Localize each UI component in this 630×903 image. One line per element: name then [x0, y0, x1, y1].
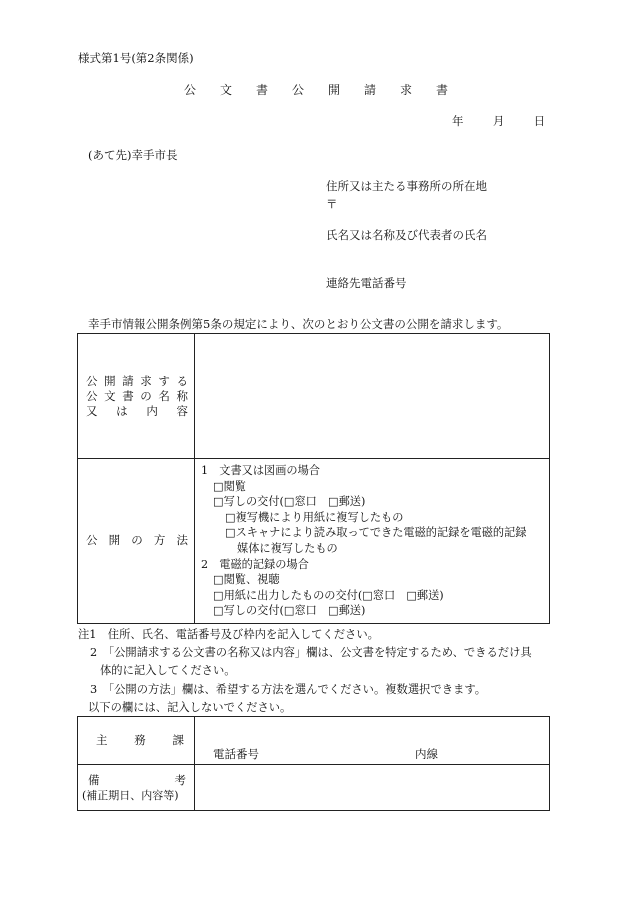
document-name-field[interactable]: [195, 334, 550, 459]
table-row: [78, 334, 550, 459]
page-title: 公文書公開請求書: [184, 83, 473, 97]
method-label-cell: [78, 459, 195, 624]
method-options-cell[interactable]: [195, 459, 550, 624]
addressee: (あて先)幸手市長: [88, 148, 178, 162]
method-line: □用紙に出力したものの交付(□窓口 □郵送): [213, 588, 444, 602]
remarks-label-cell: [78, 765, 195, 811]
form-number: 様式第1号(第2条関係): [78, 51, 194, 65]
address-label: 住所又は主たる事務所の所在地: [326, 179, 487, 193]
note-2: 2 「公開請求する公文書の名称又は内容」欄は、公文書を特定するため、できるだけ具: [90, 646, 532, 659]
request-table: [77, 333, 550, 624]
date-year: 年: [452, 114, 464, 128]
phone-label: 連絡先電話番号: [326, 276, 407, 290]
table-row: [78, 717, 550, 765]
dept-label-cell: [78, 717, 195, 765]
intro-text: 幸手市情報公開条例第5条の規定により、次のとおり公文書の公開を請求します。: [88, 317, 509, 331]
name-label: 氏名又は名称及び代表者の氏名: [326, 228, 487, 242]
date-line: [452, 113, 545, 129]
remarks-field: [195, 765, 550, 811]
postal-mark: 〒: [326, 197, 338, 211]
method-line: □閲覧、視聴: [213, 573, 280, 587]
document-name-label-cell: [78, 334, 195, 459]
method-line: □写しの交付(□窓口 □郵送): [213, 604, 366, 618]
remarks-sub-label: (補正期日、内容等): [82, 788, 179, 802]
method-line: □写しの交付(□窓口 □郵送): [213, 495, 366, 509]
note-3: 3 「公開の方法」欄は、希望する方法を選んでください。複数選択できます。: [90, 683, 487, 696]
document-name-label-line1: 公 開 請 求 す る: [86, 373, 188, 388]
date-month: 月: [492, 114, 505, 128]
dept-ext-label: 内線: [415, 747, 438, 761]
date-day: 日: [533, 114, 546, 128]
document-name-label-line3: 又 は 内 容: [86, 403, 188, 418]
office-table: [77, 716, 550, 811]
document-name-label-line2: 公 文 書 の 名 称: [86, 388, 188, 403]
method-list: [195, 459, 549, 623]
dept-phone-label: 電話番号: [213, 747, 259, 761]
method-line: 媒体に複写したもの: [237, 541, 338, 555]
method-line: 2 電磁的記録の場合: [201, 557, 309, 571]
dept-label: 主 務 課: [96, 733, 184, 747]
method-line: □閲覧: [213, 479, 246, 493]
method-label: 公 開 の 方 法: [86, 533, 188, 548]
dept-field: [195, 717, 550, 765]
office-note: 以下の欄には、記入しないでください。: [88, 701, 292, 714]
table-row: [78, 459, 550, 624]
remarks-label: 備 考: [88, 772, 186, 787]
note-2-cont: 体的に記入してください。: [100, 664, 236, 677]
method-line: 1 文書又は図画の場合: [201, 464, 320, 477]
method-line: □複写機により用紙に複写したもの: [225, 510, 404, 524]
table-row: [78, 765, 550, 811]
method-line: □スキャナにより読み取ってできた電磁的記録を電磁的記録: [225, 526, 527, 540]
note-1: 注1 住所、氏名、電話番号及び枠内を記入してください。: [78, 628, 379, 641]
